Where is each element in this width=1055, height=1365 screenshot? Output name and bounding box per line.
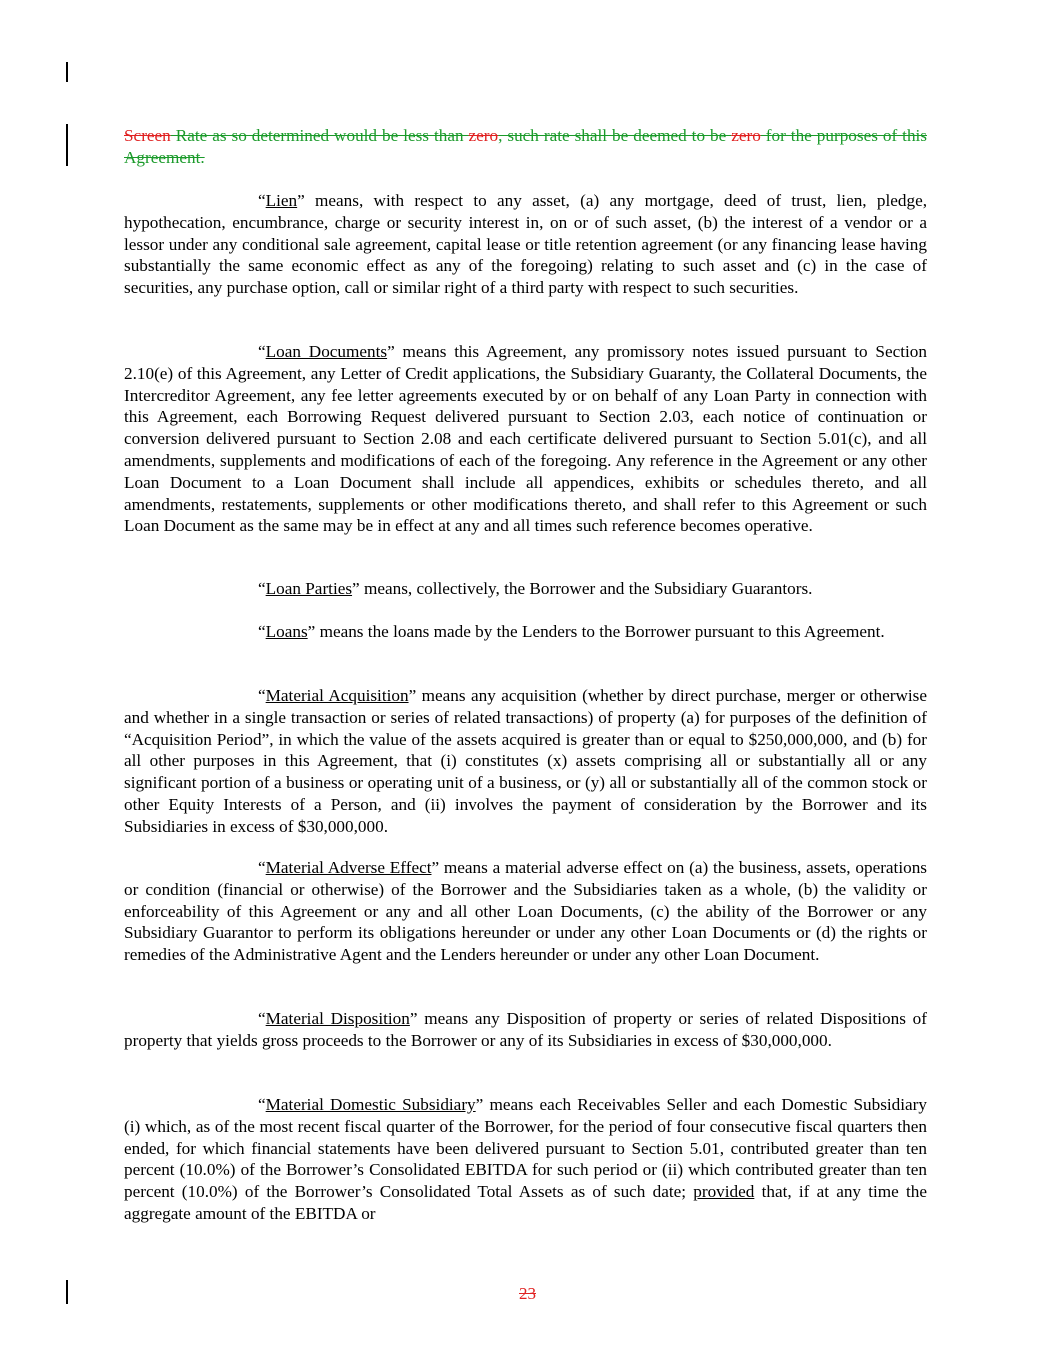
change-bar bbox=[66, 124, 68, 166]
page-number: 23 bbox=[519, 1284, 536, 1303]
definition-lien: “Lien” means, with respect to any asset, (a) any mortgage, deed of trust, lien, pledge, hypothecation, encumbrance, charge or security interest in, on or of such asset, (b) the interest of a vendor or a lessor under any conditional sale agreement, capital lease or title retention agreement (or any financing lease having substantially the same economic effect as any of the foregoing) relating to such asset and (c) in the case of securities, any purchase option, call or similar right of a third party with respect to such securities. bbox=[124, 191, 927, 298]
definition-material-domestic-subsidiary: “Material Domestic Subsidiary” means each Receivables Seller and each Domestic Subsidiary (i) which, as of the most recent fiscal quarter of the Borrower, for the period of four consecutive fiscal quarters then ended, for which financial statements have been delivered pursuant to Section 5.01, contributed greater than ten percent (10.0%) of the Borrower’s Consolidated EBITDA for such period or (ii) which contributed greater than ten percent (10.0%) of the Borrower’s Consolidated Total Assets as of such date; provided that, if at any time the aggregate amount of the EBITDA or bbox=[124, 1095, 927, 1223]
defined-term: Loans bbox=[265, 622, 308, 641]
definition-body: ” means, collectively, the Borrower and the Subsidiary Guarantors. bbox=[352, 579, 813, 598]
deleted-text-red: Screen bbox=[124, 126, 171, 145]
defined-term: Material Adverse Effect bbox=[265, 858, 432, 877]
deleted-text-red: zero bbox=[468, 126, 499, 145]
deleted-text-green: , such rate shall be deemed to be bbox=[498, 126, 732, 145]
definition-body: ” means the loans made by the Lenders to the Borrower pursuant to this Agreement. bbox=[307, 622, 885, 641]
defined-term: Material Disposition bbox=[265, 1009, 410, 1028]
provided-term: provided bbox=[693, 1182, 755, 1202]
definition-material-disposition: “Material Disposition” means any Disposition of property or series of related Dispositions of property that yields gross proceeds to the Borrower or any of its Subsidiaries in excess of $30,000,000. bbox=[124, 1009, 927, 1050]
change-bar bbox=[66, 62, 68, 82]
definition-body: ” means each Receivables Seller and each Domestic Subsidiary (i) which, as of the most recent fiscal quarter of the Borrower, for the period of four consecutive fiscal quarters then ended, for which financial statements have been delivered pursuant to Section 5.01, contributed greater than ten percent (10.0%) of the Borrower’s Consolidated EBITDA for such period or (ii) which contributed greater than ten percent (10.0%) of the Borrower’s Consolidated Total Assets as of such date; bbox=[124, 1095, 927, 1202]
definition-body: ” means, with respect to any asset, (a) any mortgage, deed of trust, lien, pledge, hypothecation, encumbrance, charge or security interest in, on or of such asset, (b) the interest of a vendor or a lessor under any conditional sale agreement, capital lease or title retention agreement (or any financing lease having substantially the same economic effect as any of the foregoing) relating to such asset and (c) in the case of securities, any purchase option, call or similar right of a third party with respect to such securities. bbox=[124, 191, 927, 298]
definition-loan-parties: “Loan Parties” means, collectively, the Borrower and the Subsidiary Guarantors. bbox=[258, 579, 813, 598]
defined-term: Loan Documents bbox=[265, 342, 388, 361]
definition-material-acquisition: “Material Acquisition” means any acquisition (whether by direct purchase, merger or otherwise and whether in a single transaction or series of related transactions) of property (a) for purposes of the definition of “Acquisition Period”, in which the value of the assets acquired is greater than or equal to $250,000,000, and (b) for all other purposes in this Agreement, that (i) constitutes (x) assets comprising all or substantially all or any significant portion of a business or operating unit of a business, or (y) all or substantially all of the common stock or other Equity Interests of a Person, and (ii) involves the payment of consideration by the Borrower and its Subsidiaries in excess of $30,000,000. bbox=[124, 686, 927, 836]
defined-term: Material Domestic Subsidiary bbox=[265, 1095, 476, 1114]
deleted-text-green: Rate as so determined would be less than bbox=[170, 126, 469, 145]
definition-body: ” means a material adverse effect on (a) the business, assets, operations or condition (financial or otherwise) of the Borrower and the Subsidiaries taken as a whole, (b) the validity or enforceability of this Agreement or any and all other Loan Documents, (c) the ability of the Borrower or any Subsidiary Guarantor to perform its obligations hereunder or under any other Loan Documents or (d) the rights or remedies of the Administrative Agent and the Lenders hereunder or under any other Loan Document. bbox=[124, 858, 927, 965]
definition-loan-documents: “Loan Documents” means this Agreement, any promissory notes issued pursuant to Section 2.10(e) of this Agreement, any Letter of Credit applications, the Subsidiary Guaranty, the Collateral Documents, the Intercreditor Agreement, any fee letter agreements executed by or on behalf of any Loan Party in connection with this Agreement, each Borrowing Request delivered pursuant to Section 2.03, each notice of continuation or conversion delivered pursuant to Section 2.08 and each certificate delivered pursuant to Section 5.01(c), and all amendments, supplements and modifications of each of the foregoing. Any reference in the Agreement or any other Loan Document to a Loan Document shall include all appendices, exhibits or schedules thereto, and all amendments, restatements, supplements or other modifications thereto, and shall refer to this Agreement or such Loan Document as the same may be in effect at any and all times such reference becomes operative. bbox=[124, 342, 927, 536]
defined-term: Lien bbox=[265, 191, 298, 210]
definition-loans: “Loans” means the loans made by the Lenders to the Borrower pursuant to this Agreement. bbox=[258, 622, 885, 641]
defined-term: Loan Parties bbox=[265, 579, 353, 598]
deleted-text-green: for the purposes of this Agreement. bbox=[124, 126, 927, 167]
definition-body: ” means this Agreement, any promissory notes issued pursuant to Section 2.10(e) of this Agreement, any Letter of Credit applications, the Subsidiary Guaranty, the Collateral Documents, the Intercreditor Agreement, any fee letter agreements executed by or on behalf of any Loan Party in connection with this Agreement, each Borrowing Request delivered pursuant to Section 2.03, each notice of continuation or conversion delivered pursuant to Section 2.08 and each certificate delivered pursuant to Section 5.01(c), and all amendments, supplements and modifications of each of the foregoing. Any reference in the Agreement or any other Loan Document to a Loan Document shall include all appendices, exhibits or schedules thereto, and all amendments, restatements, supplements or other modifications thereto, and shall refer to this Agreement or such Loan Document as the same may be in effect at any and all times such reference becomes operative. bbox=[124, 342, 927, 536]
deleted-text-red: zero bbox=[731, 126, 761, 145]
definition-body: ” means any Disposition of property or series of related Dispositions of property that yields gross proceeds to the Borrower or any of its Subsidiaries in excess of $30,000,000. bbox=[124, 1009, 927, 1050]
definition-material-adverse-effect: “Material Adverse Effect” means a material adverse effect on (a) the business, assets, operations or condition (financial or otherwise) of the Borrower and the Subsidiaries taken as a whole, (b) the validity or enforceability of this Agreement or any and all other Loan Documents, (c) the ability of the Borrower or any Subsidiary Guarantor to perform its obligations hereunder or under any other Loan Documents or (d) the rights or remedies of the Administrative Agent and the Lenders hereunder or under any other Loan Document. bbox=[124, 858, 927, 965]
definition-body: ” means any acquisition (whether by direct purchase, merger or otherwise and whether in a single transaction or series of related transactions) of property (a) for purposes of the definition of “Acquisition Period”, in which the value of the assets acquired is greater than or equal to $250,000,000, and (b) for all other purposes in this Agreement, that (i) constitutes (x) assets comprising all or substantially all or any significant portion of a business or operating unit of a business, or (y) all or substantially all of the common stock or other Equity Interests of a Person, and (ii) involves the payment of consideration by the Borrower and its Subsidiaries in excess of $30,000,000. bbox=[124, 686, 927, 836]
deleted-paragraph bbox=[124, 125, 927, 169]
defined-term: Material Acquisition bbox=[265, 686, 409, 705]
definition-body: that, if at any time the aggregate amount of the EBITDA or bbox=[124, 1182, 927, 1223]
